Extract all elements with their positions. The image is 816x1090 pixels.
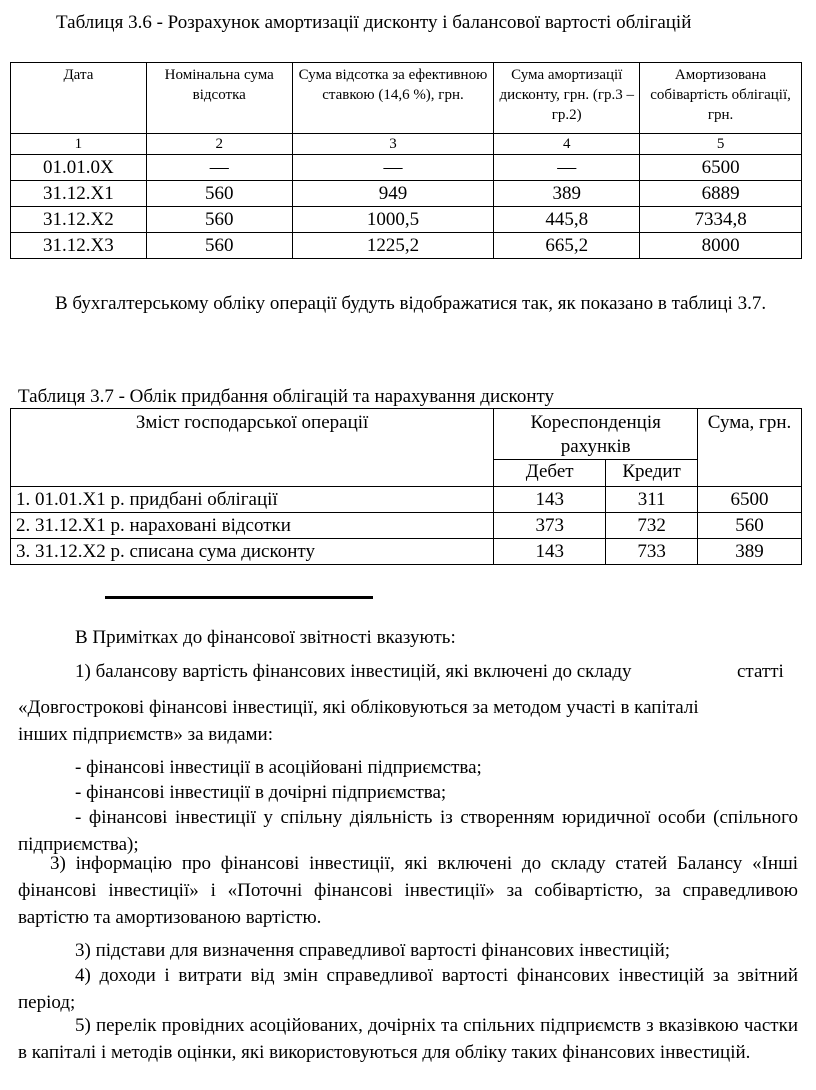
column-header-cost: Амортизована собівартість облігації, грн. [640, 63, 802, 134]
note-item-1-word: статті [737, 661, 784, 682]
table-cell: 1. 01.01.Х1 р. придбані облігації [11, 487, 494, 513]
table-row [11, 539, 802, 565]
column-header-date: Дата [11, 63, 147, 134]
note-bullet: - фінансові інвестиції в асоційовані підприємства; [75, 757, 482, 778]
table-cell: 949 [292, 181, 494, 207]
column-header-nominal: Номінальна сума відсотка [146, 63, 292, 134]
column-header-credit: Кредит [606, 460, 698, 487]
table-row [11, 487, 802, 513]
note-bullet: - фінансові інвестиції в дочірні підприємства; [75, 782, 447, 803]
table-header-row [11, 63, 802, 134]
note-item-1-continuation: «Довгострокові фінансові інвестиції, які обліковуються за методом участі в капіталі інших підприємств» за видами: [18, 697, 699, 745]
table-cell: 31.12.Х1 [11, 181, 147, 207]
column-header-correspondence: Кореспонденція рахунків [494, 409, 698, 460]
table-cell: 143 [494, 539, 606, 565]
table-cell: 1000,5 [292, 207, 494, 233]
table-cell: 560 [146, 233, 292, 259]
table-cell: 732 [606, 513, 698, 539]
table-row [11, 207, 802, 233]
column-number: 2 [146, 134, 292, 155]
intro-paragraph: В бухгалтерському обліку операції будуть відображатися так, як показано в таблиці 3.7. [55, 293, 767, 314]
table-cell: 2. 31.12.Х1 р. нараховані відсотки [11, 513, 494, 539]
column-number: 4 [494, 134, 640, 155]
column-number: 3 [292, 134, 494, 155]
note-item-5: 5) перелік провідних асоційованих, дочірніх та спільних підприємств з вказівкою частки в капіталі і методів оцінки, які використовуються для обліку таких фінансових інвестицій. [18, 1015, 798, 1063]
table-cell: — [494, 155, 640, 181]
table-3-6 [10, 62, 802, 259]
table-cell: 389 [698, 539, 802, 565]
table-cell: 665,2 [494, 233, 640, 259]
column-number: 1 [11, 134, 147, 155]
column-header-effective: Сума відсотка за ефективною ставкою (14,6 %), грн. [292, 63, 494, 134]
column-header-amortization: Сума амортизації дисконту, грн. (гр.3 – гр.2) [494, 63, 640, 134]
table-cell: 6500 [698, 487, 802, 513]
table-3-7 [10, 408, 802, 565]
table-cell: 7334,8 [640, 207, 802, 233]
table-cell: — [292, 155, 494, 181]
table-3-7-caption: Таблиця 3.7 - Облік придбання облігацій та нарахування дисконту [18, 386, 555, 407]
column-number: 5 [640, 134, 802, 155]
table-cell: 6500 [640, 155, 802, 181]
note-bullet: - фінансові інвестиції у спільну діяльність із створенням юридичної особи (спільного підприємства); [18, 807, 798, 855]
column-header-operation: Зміст господарської операції [11, 409, 494, 487]
note-item-3: 3) інформацію про фінансові інвестиції, які включені до складу статей Балансу «Інші фінансові інвестиції» і «Поточні фінансові інвестиції» за собівартістю, за справедливою вартістю та амортизованою вартістю. [18, 853, 798, 928]
table-cell: 373 [494, 513, 606, 539]
note-item-4: 4) доходи і витрати від змін справедливої вартості фінансових інвестицій за звітний період; [18, 965, 798, 1013]
table-cell: 8000 [640, 233, 802, 259]
table-cell: — [146, 155, 292, 181]
table-row [11, 513, 802, 539]
note-item-1: 1) балансову вартість фінансових інвестицій, які включені до складу [75, 661, 632, 682]
table-header-row [11, 409, 802, 460]
table-cell: 3. 31.12.Х2 р. списана сума дисконту [11, 539, 494, 565]
table-cell: 31.12.Х3 [11, 233, 147, 259]
table-cell: 01.01.0Х [11, 155, 147, 181]
column-header-debit: Дебет [494, 460, 606, 487]
table-cell: 31.12.Х2 [11, 207, 147, 233]
separator-line [105, 596, 373, 599]
notes-intro: В Примітках до фінансової звітності вказують: [75, 627, 456, 648]
table-cell: 143 [494, 487, 606, 513]
table-cell: 560 [146, 207, 292, 233]
column-number-row [11, 134, 802, 155]
table-cell: 560 [698, 513, 802, 539]
table-cell: 560 [146, 181, 292, 207]
table-row [11, 181, 802, 207]
table-cell: 389 [494, 181, 640, 207]
table-cell: 311 [606, 487, 698, 513]
table-cell: 6889 [640, 181, 802, 207]
table-row [11, 155, 802, 181]
table-3-6-caption: Таблиця 3.6 - Розрахунок амортизації дисконту і балансової вартості облігацій [56, 12, 692, 33]
table-cell: 445,8 [494, 207, 640, 233]
column-header-amount: Сума, грн. [698, 409, 802, 487]
table-row [11, 233, 802, 259]
note-item-3b: 3) підстави для визначення справедливої вартості фінансових інвестицій; [75, 940, 671, 961]
table-cell: 1225,2 [292, 233, 494, 259]
table-cell: 733 [606, 539, 698, 565]
